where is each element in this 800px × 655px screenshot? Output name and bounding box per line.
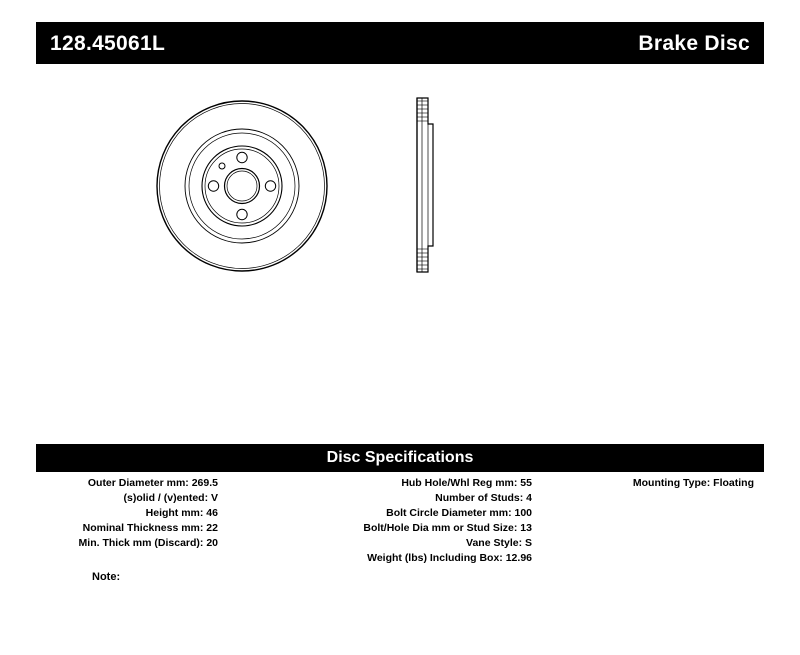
brake-disc-side-view xyxy=(417,98,433,272)
brake-disc-front-view xyxy=(157,101,327,271)
spec-item: Outer Diameter mm: 269.5 xyxy=(87,477,218,489)
spec-item: Nominal Thickness mm: 22 xyxy=(82,522,218,534)
specs-column-right xyxy=(536,476,764,491)
spec-item: Bolt Circle Diameter mm: 100 xyxy=(386,507,532,519)
spec-item: Weight (lbs) Including Box: 12.96 xyxy=(367,552,532,564)
spec-item: Height mm: 46 xyxy=(145,507,218,519)
specs-table xyxy=(36,476,764,566)
specs-column-left xyxy=(36,476,222,551)
spec-item: Vane Style: S xyxy=(466,537,532,549)
specs-title: Disc Specifications xyxy=(326,449,474,466)
note-row xyxy=(92,571,120,583)
spec-item: Bolt/Hole Dia mm or Stud Size: 13 xyxy=(363,522,532,534)
spec-item: Mounting Type: Floating xyxy=(632,477,754,489)
header-bar xyxy=(36,22,764,64)
note-label: Note: xyxy=(92,571,121,583)
spec-item: (s)olid / (v)ented: V xyxy=(123,492,218,504)
spec-item: Min. Thick mm (Discard): 20 xyxy=(78,537,218,549)
technical-drawing xyxy=(36,80,764,430)
specs-title-bar xyxy=(36,444,764,472)
spec-item: Hub Hole/Whl Reg mm: 55 xyxy=(401,477,532,489)
part-number: 128.45061L xyxy=(50,31,166,55)
specs-column-middle xyxy=(222,476,536,566)
product-type-label: Brake Disc xyxy=(638,31,750,55)
spec-item: Number of Studs: 4 xyxy=(435,492,532,504)
